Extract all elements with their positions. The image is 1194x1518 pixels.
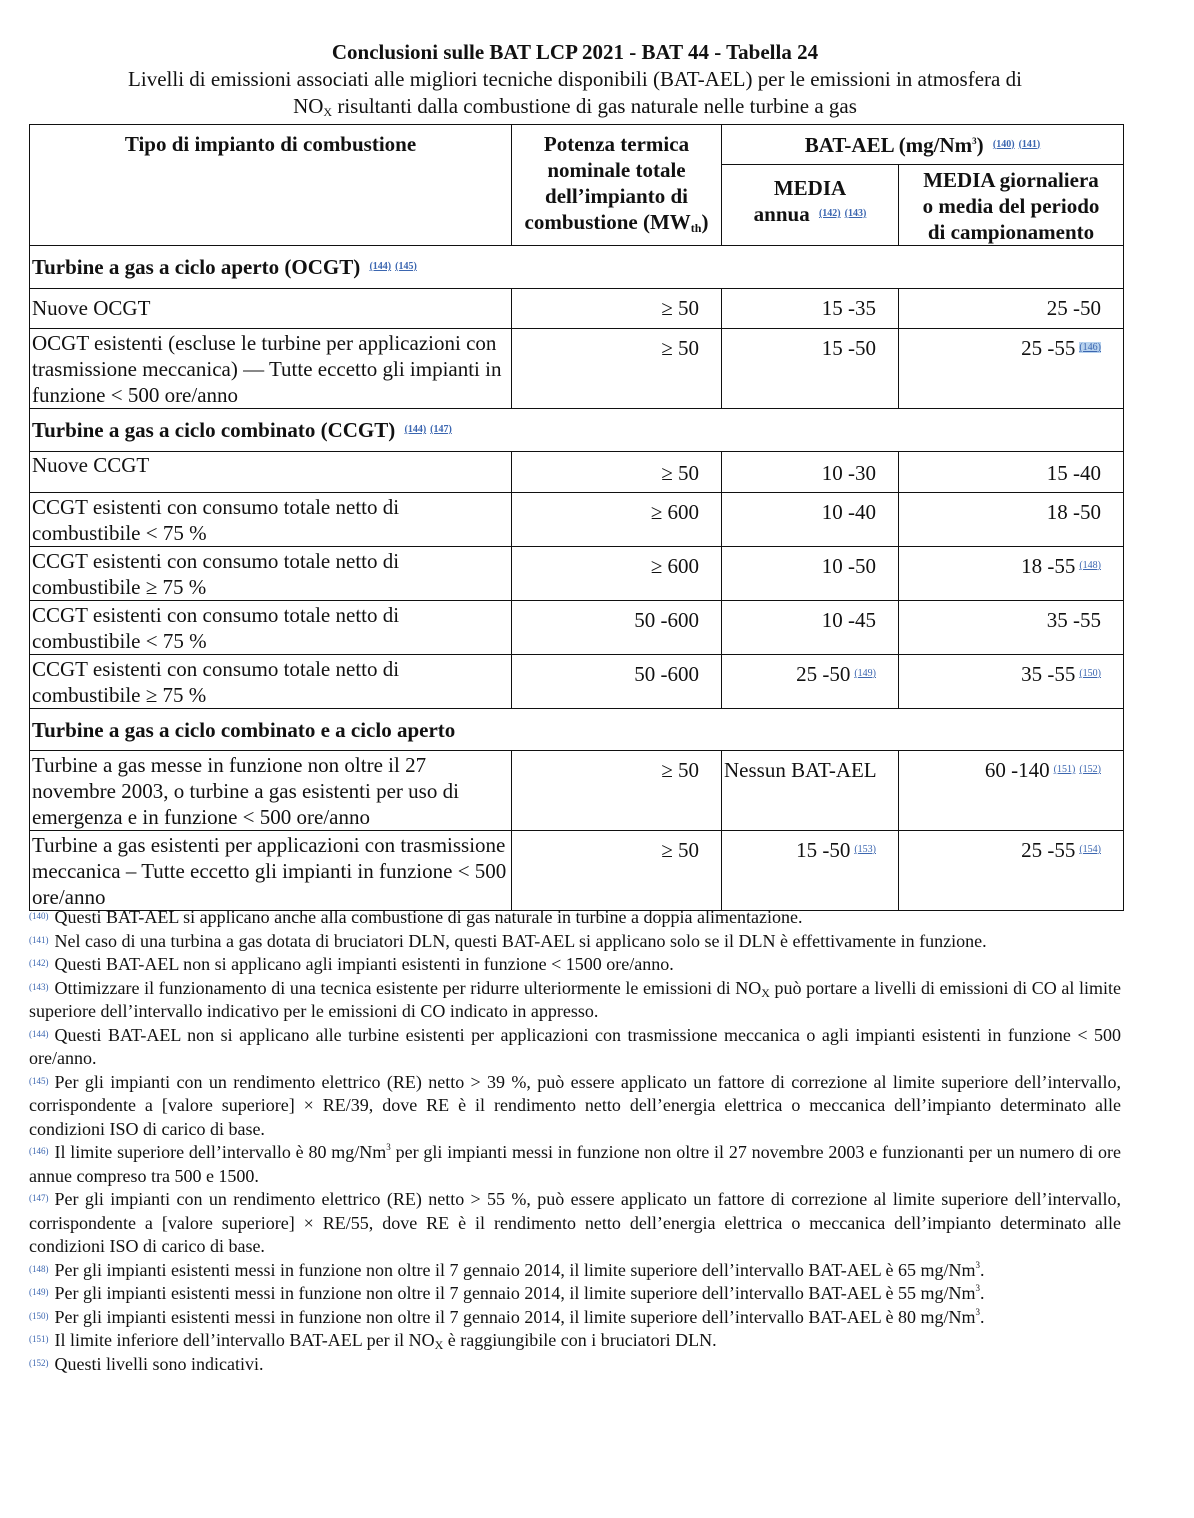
table-row: [30, 601, 1124, 655]
header-thermal-power: Potenza termica nominale totale dell’impianto di combustione $(MW_{th})$: [512, 125, 722, 246]
footnote-ref-link[interactable]: (140): [992, 138, 1015, 150]
row-daily: 25 -50: [899, 289, 1124, 329]
footnote-number: (142): [29, 958, 49, 968]
footnote-number: (146): [29, 1146, 49, 1156]
table-row: [30, 831, 1124, 911]
footnote-ref-link[interactable]: (144): [369, 261, 392, 272]
footnote: $^{(140)}$ Questi BAT-AEL si applicano anche alla combustione di gas naturale in turbine a doppia alimentazione.: [29, 907, 803, 927]
footnote: $^{(147)}$ Per gli impianti con un rendimento elettrico (RE) netto > 55 %, può essere applicato un fattore di correzione al limite superiore dell’intervallo, corrispondente a [valore superiore] × RE/55, dove RE è il rendimento netto dell’energia elettrica o meccanica dell’impianto determinato alle condizioni ISO di carico di base.: [29, 1189, 1121, 1256]
row-label: Nuove OCGT: [30, 289, 512, 329]
section-ccgt: Turbine a gas a ciclo combinato (CCGT) $^{(144)}$ $^{(147)}$: [30, 409, 1124, 452]
row-annual: 10 -40: [722, 493, 899, 547]
footnote-number: (150): [29, 1310, 49, 1321]
footnote-ref-link[interactable]: (142): [818, 208, 841, 219]
footnote: $^{(141)}$ Nel caso di una turbina a gas dotata di bruciatori DLN, questi BAT-AEL si applicano solo se il DLN è effettivamente in funzione.: [29, 930, 987, 951]
row-daily: 60 -140 $^{(151)}$ $^{(152)}$: [899, 751, 1124, 831]
header-daily-average: MEDIA giornaliera o media del periodo di campionamento: [899, 165, 1124, 246]
table-row: [30, 289, 1124, 329]
footnote-number: (148): [29, 1263, 49, 1274]
footnote: $^{(142)}$ Questi BAT-AEL non si applicano agli impianti esistenti in funzione < 1500 ore/anno.: [29, 954, 674, 974]
footnote-number: (140): [29, 911, 49, 921]
row-power: ≥ 600: [512, 547, 722, 601]
footnote: $^{(150)}$ Per gli impianti esistenti messi in funzione non oltre il 7 gennaio 2014, il limite superiore dell’intervallo BAT-AEL è 80 mg/Nm$^3$.: [29, 1306, 985, 1327]
row-annual: 10 -50: [722, 547, 899, 601]
row-label: Turbine a gas esistenti per applicazioni con trasmissione meccanica – Tutte eccetto gli impianti in funzione < 500 ore/anno: [30, 831, 512, 911]
footnote: $^{(148)}$ Per gli impianti esistenti messi in funzione non oltre il 7 gennaio 2014, il limite superiore dell’intervallo BAT-AEL è 65 mg/Nm$^3$.: [29, 1259, 985, 1280]
table-row: [30, 493, 1124, 547]
footnote-number: (143): [29, 981, 49, 992]
footnote: $^{(152)}$ Questi livelli sono indicativi.: [29, 1353, 264, 1374]
row-daily: 15 -40: [899, 452, 1124, 493]
row-annual: 15 -35: [722, 289, 899, 329]
footnote-number: (149): [29, 1287, 49, 1297]
row-daily: 25 -55 $^{(154)}$: [899, 831, 1124, 911]
footnote-ref-link[interactable]: (153): [854, 844, 876, 855]
footnote-number: (152): [29, 1357, 49, 1368]
row-daily: 25 -55 $^{(146)}$: [899, 329, 1124, 409]
footnote: $^{(144)}$ Questi BAT-AEL non si applicano alle turbine esistenti per applicazioni con trasmissione meccanica o agli impianti esistenti in funzione < 500 ore/anno.: [29, 1024, 1121, 1068]
row-annual: 15 -50: [722, 329, 899, 409]
footnote: $^{(145)}$ Per gli impianti con un rendimento elettrico (RE) netto > 39 %, può essere applicato un fattore di correzione al limite superiore dell’intervallo, corrispondente a [valore superiore] × RE/39, dove RE è il rendimento netto dell’energia elettrica o meccanica dell’impianto determinato alle condizioni ISO di carico di base.: [29, 1071, 1121, 1139]
footnote-ref-link[interactable]: (151): [1053, 764, 1076, 775]
row-daily: 35 -55: [899, 601, 1124, 655]
footnote-number: (141): [29, 934, 49, 945]
row-power: ≥ 600: [512, 493, 722, 547]
row-label: Nuove CCGT: [30, 452, 512, 493]
row-power: ≥ 50: [512, 452, 722, 493]
footnote-ref-link[interactable]: (145): [395, 261, 417, 272]
page-subtitle: [20, 66, 1130, 120]
footnote-ref-link[interactable]: (143): [844, 208, 867, 219]
row-daily: 18 -50: [899, 493, 1124, 547]
row-annual: 10 -45: [722, 601, 899, 655]
row-daily: 35 -55 $^{(150)}$: [899, 655, 1124, 709]
header-annual-average: MEDIA annua $^{(142)}$ $^{(143)}$: [722, 165, 899, 246]
row-label: CCGT esistenti con consumo totale netto di combustibile ≥ 75 %: [30, 655, 512, 709]
table-row: [30, 655, 1124, 709]
header-bat-ael: BAT-AEL (mg/Nm$^3$) $^{(140)}$ $^{(141)}$: [722, 125, 1124, 165]
row-annual: 25 -50 $^{(149)}$: [722, 655, 899, 709]
footnote-ref-link[interactable]: (150): [1079, 668, 1101, 679]
footnote: $^{(146)}$ Il limite superiore dell’intervallo è 80 mg/Nm$^3$ per gli impianti messi in funzione non oltre il 27 novembre 2003 e funzionanti per un numero di ore annue compreso tra 500 e 1500.: [29, 1142, 1121, 1186]
bat-ael-table: [29, 124, 1124, 911]
footnote-ref-link[interactable]: (147): [430, 424, 452, 435]
footnote-ref-link[interactable]: (154): [1079, 844, 1101, 855]
footnote-number: (151): [29, 1334, 49, 1344]
row-power: 50 -600: [512, 601, 722, 655]
section-ocgt: Turbine a gas a ciclo aperto (OCGT) $^{(144)}$ $^{(145)}$: [30, 246, 1124, 289]
table-row: [30, 751, 1124, 831]
row-daily: 18 -55 $^{(148)}$: [899, 547, 1124, 601]
footnote-number: (145): [29, 1075, 49, 1086]
row-annual: 15 -50 $^{(153)}$: [722, 831, 899, 911]
footnotes: [29, 906, 1121, 1376]
row-power: ≥ 50: [512, 329, 722, 409]
footnote-ref-link[interactable]: (148): [1079, 560, 1101, 571]
row-power: ≥ 50: [512, 289, 722, 329]
row-power: 50 -600: [512, 655, 722, 709]
row-label: Turbine a gas messe in funzione non oltre il 27 novembre 2003, o turbine a gas esistenti per uso di emergenza e in funzione < 500 ore/anno: [30, 751, 512, 831]
row-label: CCGT esistenti con consumo totale netto di combustibile < 75 %: [30, 493, 512, 547]
footnote-number: (147): [29, 1193, 49, 1203]
row-power: ≥ 50: [512, 831, 722, 911]
row-label: CCGT esistenti con consumo totale netto di combustibile ≥ 75 %: [30, 547, 512, 601]
row-label: CCGT esistenti con consumo totale netto di combustibile < 75 %: [30, 601, 512, 655]
row-label: OCGT esistenti (escluse le turbine per applicazioni con trasmissione meccanica) — Tutte eccetto gli impianti in funzione < 500 ore/anno: [30, 329, 512, 409]
row-annual: Nessun BAT-AEL: [722, 751, 899, 831]
footnote-ref-link[interactable]: (144): [404, 424, 427, 435]
table-row: [30, 547, 1124, 601]
footnote-ref-link[interactable]: (141): [1018, 138, 1041, 150]
footnote-ref-link[interactable]: (146): [1079, 342, 1101, 353]
table-row: [30, 452, 1124, 493]
footnote-number: (144): [29, 1028, 49, 1039]
footnote-ref-link[interactable]: (149): [854, 668, 876, 679]
footnote: $^{(151)}$ Il limite inferiore dell’intervallo BAT-AEL per il $NO_X$ è raggiungibile con i bruciatori DLN.: [29, 1330, 717, 1352]
header-plant-type: Tipo di impianto di combustione: [30, 125, 512, 246]
subtitle-line2: risultanti dalla combustione di gas naturale nelle turbine a gas: [332, 94, 857, 118]
subtitle-line1: Livelli di emissioni associati alle migliori tecniche disponibili (BAT-AEL) per le emissioni in atmosfera di: [128, 67, 1022, 91]
footnote: $^{(143)}$ Ottimizzare il funzionamento di una tecnica esistente per ridurre ulteriormente le emissioni di $NO_X$ può portare a livelli di emissioni di CO al limite superiore dell’intervallo indicativo per le emissioni di CO indicato in appresso.: [29, 977, 1122, 1021]
footnote: $^{(149)}$ Per gli impianti esistenti messi in funzione non oltre il 7 gennaio 2014, il limite superiore dell’intervallo BAT-AEL è 55 mg/Nm$^3$.: [29, 1283, 985, 1303]
row-annual: 10 -30: [722, 452, 899, 493]
page-title: Conclusioni sulle BAT LCP 2021 - BAT 44 - Tabella 24: [331, 40, 819, 64]
row-power: ≥ 50: [512, 751, 722, 831]
section-mixed: Turbine a gas a ciclo combinato e a ciclo aperto: [30, 709, 1124, 751]
footnote-ref-link[interactable]: (152): [1079, 764, 1101, 775]
table-row: [30, 329, 1124, 409]
subtitle-nox: NO: [293, 94, 324, 118]
subtitle-nox-sub: X: [323, 105, 333, 119]
